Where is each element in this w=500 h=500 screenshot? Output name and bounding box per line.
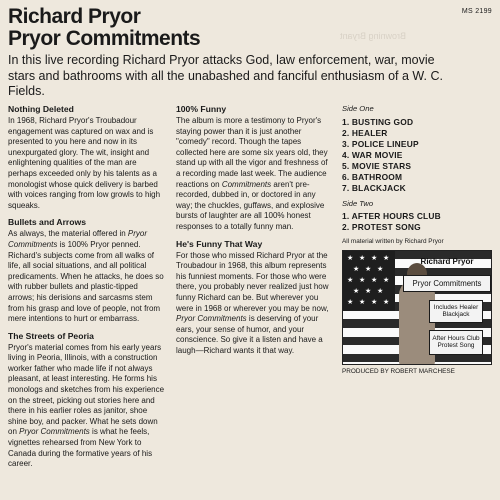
sleeve-after-hours: After Hours Club Protest Song xyxy=(429,330,483,355)
track-item: 2. PROTEST SONG xyxy=(342,222,421,233)
album-cover-thumbnail xyxy=(342,250,492,365)
title-album: Pryor Commitments xyxy=(8,27,201,50)
credit-produced: PRODUCED BY ROBERT MARCHESE xyxy=(342,367,455,375)
track-item: 3. POLICE LINEUP xyxy=(342,138,419,149)
side-one-tracks xyxy=(342,117,492,194)
sleeve-title: Pryor Commitments xyxy=(403,275,491,292)
track-item: 6. BATHROOM xyxy=(342,171,403,182)
catalog-number: MS 2199 xyxy=(461,8,492,15)
body-nothing-deleted: In 1968, Richard Pryor's Troubadour engagement was captured on wax and is presented to you here and now in its unexpurgated glory. The wit, insight and enlightening qualities of the man are perhaps exceeded only by his talents as a monologist whose quick delivery is barbed with voices ranging from low growls to high squeaks. xyxy=(8,116,161,210)
heading-bullets: Bullets and Arrows xyxy=(8,217,86,228)
lead-paragraph: In this live recording Richard Pryor attacks God, law enforcement, war, movie stars and bathrooms with all the unabashed and fanciful enthusiasm of a W. C. Fields. xyxy=(8,53,443,98)
side-two-tracks xyxy=(342,211,492,233)
side-one-label: Side One xyxy=(342,104,374,113)
body-funny: The album is more a testimony to Pryor's staying power than it is just another "comedy" record. Though the tapes collected here are some six years old, they stand up with all the vigor and freshness of a recording made last week. The audience reactions on Commitments aren't pre-recorded, dubbed in, or doctored in any way; the chuckles, guffaws, and explosive bursts of laughter are all 100% honest responses to a totally funny man. xyxy=(176,116,328,231)
column-left xyxy=(8,104,166,476)
track-item: 7. BLACKJACK xyxy=(342,182,406,193)
heading-peoria: The Streets of Peoria xyxy=(8,330,94,341)
column-middle xyxy=(176,104,334,362)
heading-funny: 100% Funny xyxy=(176,104,227,114)
track-item: 2. HEALER xyxy=(342,127,388,138)
track-item: 5. MOVIE STARS xyxy=(342,160,412,171)
title-artist: Richard Pryor xyxy=(8,5,141,28)
column-right-tracklist xyxy=(342,104,492,375)
body-peoria: Pryor's material comes from his early years living in Peoria, Illinois, with a construction worker father who made life if not always pleasant, at least interesting. He forms his monologs and sketches from his experience on the street, picking out stories here and there in his earlier roles as janitor, shoe shine boy, and packer. What he sets down on Pryor Commitments is what he feels, vignettes rehearsed from New York to Canada during the formative years of his career. xyxy=(8,342,165,469)
heading-nothing-deleted: Nothing Deleted xyxy=(8,104,74,114)
track-item: 1. BUSTING GOD xyxy=(342,116,414,127)
sleeve-artist: Richard Pryor xyxy=(420,256,474,266)
bleed-through-text: Browning Bryant xyxy=(340,31,407,41)
track-item: 4. WAR MOVIE xyxy=(342,149,403,160)
body-that-way: For those who missed Richard Pryor at the Troubadour in 1968, this album represents his funniest moments. For those who were there, you probably never realized just how funny Richard can be. But wherever you were in 1968 or wherever you may be now, Pryor Commitments is deserving of your ears, your sense of humor, and your conscience. So give it a listen and have a laugh—Richard wants it that way. xyxy=(176,250,329,355)
heading-that-way: He's Funny That Way xyxy=(176,238,263,249)
flag-stars: ★ ★ ★ ★ ★ ★ ★ ★ ★ ★ ★ ★ ★ ★ ★ ★ ★ ★ xyxy=(343,251,395,311)
track-item: 1. AFTER HOURS CLUB xyxy=(342,211,441,222)
page-title xyxy=(8,6,200,50)
sleeve-includes: Includes Healer Blackjack xyxy=(429,300,483,323)
body-bullets: As always, the material offered in Pryor Commitments is 100% Pryor penned. Richard's subjects come from all walks of life, all social situations, and all political predicaments. When he attacks, he does so with rubber bullets and plastic-tipped arrows; his derisions and sarcasms stem from his grasp and love of people, not from mere intentions to hurt or embarrass. xyxy=(8,229,164,324)
side-two-label: Side Two xyxy=(342,198,374,208)
credit-written: All material written by Richard Pryor xyxy=(342,238,444,246)
